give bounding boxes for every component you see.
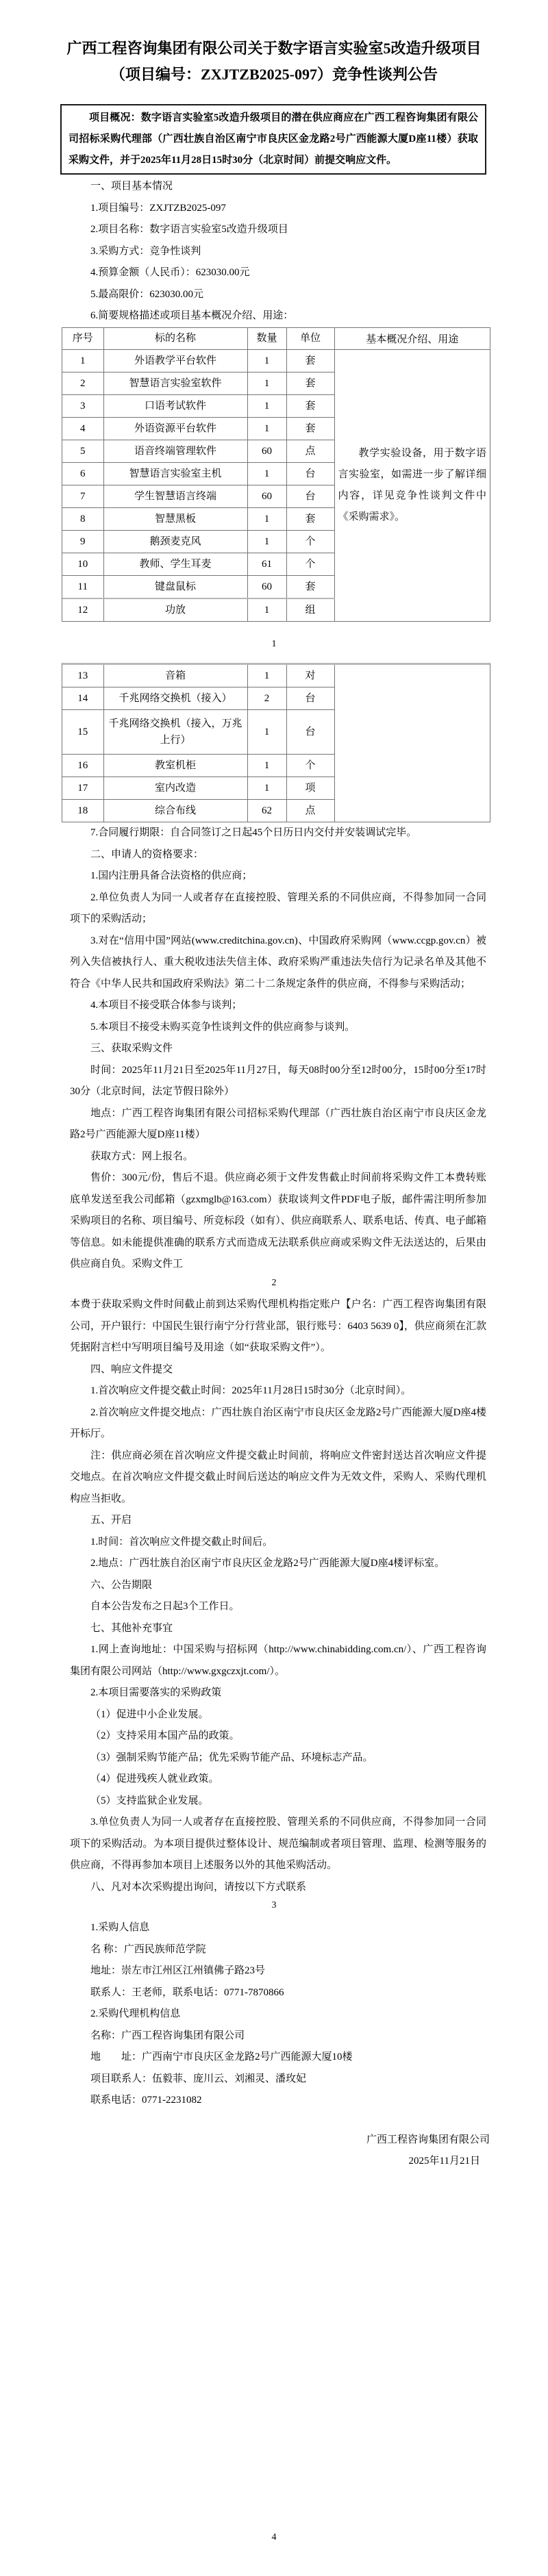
cell-no: 7 [62,485,103,507]
description-merged-cell [335,350,490,621]
paragraph: 2.地点：广西壮族自治区南宁市良庆区金龙路2号广西能源大厦D座4楼评标室。 [90,1558,445,1569]
cell-unit: 台 [286,485,334,507]
cell-no: 6 [62,462,103,485]
paragraph: 地点：广西工程咨询集团有限公司招标采购代理部（广西壮族自治区南宁市良庆区金龙路2号广西能源大厦D座11楼） [70,1107,486,1140]
cell-no: 12 [62,598,103,621]
cell-unit: 台 [286,462,334,485]
cell-unit: 个 [286,755,334,777]
header-name: 标的名称 [103,328,247,350]
table-row [62,665,334,687]
paragraph: 6.简要规格描述或项目基本概况介绍、用途： [90,310,294,321]
cell-qty: 1 [247,755,286,777]
table-body-part1 [62,349,334,621]
cell-name: 外语教学平台软件 [103,349,247,372]
section-heading-1: 一、项目基本情况 [90,181,173,192]
items-table-part1 [62,327,490,622]
cell-qty: 1 [247,665,286,687]
paragraph: 2.首次响应文件提交地点：广西壮族自治区南宁市良庆区金龙路2号广西能源大厦D座4楼开标厅。 [70,1406,486,1439]
cell-name: 智慧语言实验室主机 [103,462,247,485]
paragraph: 获取方式：网上报名。 [90,1150,194,1162]
paragraph: （4）促进残疾人就业政策。 [90,1773,219,1784]
paragraph: 2.项目名称：数字语言实验室5改造升级项目 [90,224,288,235]
cell-name: 智慧黑板 [103,507,247,530]
page-number-2: 2 [271,1277,277,1288]
header-description: 基本概况介绍、用途 [335,328,490,350]
items-table-part2 [62,663,490,822]
signature-date: 2025年11月21日 [408,2156,480,2167]
cell-no: 4 [62,417,103,440]
page-3 [0,1294,548,1917]
cell-no: 18 [62,800,103,822]
paragraph: 1.网上查询地址：中国采购与招标网（http://www.chinabidding.com.cn/）、广西工程咨询集团有限公司网站（http://www.gxgczxjt.com/）。 [70,1644,486,1677]
paragraph: 4.本项目不接受联合体参与谈判； [90,1000,242,1011]
page-1 [0,0,548,657]
cell-qty: 1 [247,598,286,621]
cell-unit: 对 [286,665,334,687]
cell-name: 键盘鼠标 [103,575,247,598]
cell-name: 千兆网络交换机（接入，万兆上行） [103,710,247,755]
paragraph: 1.时间：首次响应文件提交截止时间后。 [90,1536,273,1548]
cell-qty: 1 [247,394,286,417]
paragraph: 1.首次响应文件提交截止时间：2025年11月28日15时30分（北京时间）。 [90,1385,412,1396]
cell-name: 智慧语言实验室软件 [103,372,247,394]
description-column-continued [335,665,490,822]
paragraph: 四、响应文件提交 [90,1363,173,1375]
cell-qty: 60 [247,485,286,507]
paragraph: 二、申请人的资格要求： [90,848,204,860]
cell-unit: 项 [286,777,334,800]
cell-qty: 61 [247,553,286,575]
project-overview-box: 项目概况：数字语言实验室5改造升级项目的潜在供应商应在广西工程咨询集团有限公司招标采购代理部（广西壮族自治区南宁市良庆区金龙路2号广西能源大厦D座11楼）获取采购文件，并于2025年11月28日15时30分（北京时间）前提交响应文件。 [60,104,486,175]
cell-name: 功放 [103,598,247,621]
cell-no: 13 [62,665,103,687]
cell-qty: 62 [247,800,286,822]
description-merged-cell-empty [335,665,490,822]
paragraph: 三、获取采购文件 [90,1043,173,1054]
paragraph: 五、开启 [90,1515,132,1526]
document-title-line1: 广西工程咨询集团有限公司关于数字语言实验室5改造升级项目 [66,40,482,57]
cell-qty: 1 [247,777,286,800]
paragraph: 1.国内注册具备合法资格的供应商； [90,870,253,881]
cell-name: 千兆网络交换机（接入） [103,687,247,710]
cell-unit: 点 [286,800,334,822]
cell-qty: 60 [247,575,286,598]
paragraph: 地址：崇左市江州区江州镇佛子路23号 [90,1965,266,1976]
cell-unit: 套 [286,507,334,530]
table-row [62,417,334,440]
cell-no: 17 [62,777,103,800]
page2-paragraphs [0,822,548,1276]
paragraph: 2.采购代理机构信息 [90,2008,181,2019]
cell-qty: 1 [247,349,286,372]
paragraph: 注：供应商必须在首次响应文件提交截止时间前，将响应文件密封送达首次响应文件提交地点。在首次响应文件提交截止时间后送达的响应文件为无效文件，采购人、采购代理机构应当拒收。 [70,1450,486,1504]
cell-no: 2 [62,372,103,394]
page-number-4: 4 [271,2532,277,2542]
header-unit: 单位 [286,328,334,350]
table-row [62,372,334,394]
table-body-part2 [62,665,334,822]
paragraph: 本费于获取采购文件时间截止前到达采购代理机构指定账户【户名：广西工程咨询集团有限公司，开户银行：中国民生银行南宁分行营业部，银行账号：6403 5639 0】，供应商须在汇款凭据附言栏中写明项目编号及用途（如“获取采购文件”）。 [70,1299,486,1353]
paragraph: 自本公告发布之日起3个工作日。 [90,1601,240,1612]
cell-name: 学生智慧语言终端 [103,485,247,507]
cell-qty: 1 [247,462,286,485]
paragraph: （2）支持采用本国产品的政策。 [90,1730,240,1741]
document-title-block [0,0,548,88]
table-row [62,394,334,417]
table-row [62,349,334,372]
cell-unit: 个 [286,530,334,553]
paragraph: 2.单位负责人为同一人或者存在直接控股、管理关系的不同供应商，不得参加同一合同项下的采购活动； [70,892,486,924]
cell-no: 1 [62,349,103,372]
paragraph: 3.单位负责人为同一人或者存在直接控股、管理关系的不同供应商，不得参加同一合同项下的采购活动。为本项目提供过整体设计、规范编制或者项目管理、监理、检测等服务的供应商，不得再参加本项目上述服务以外的其他采购活动。 [70,1817,486,1871]
cell-unit: 套 [286,417,334,440]
signature-block [0,2130,490,2173]
header-no: 序号 [62,328,103,350]
paragraph: （5）支持监狱企业发展。 [90,1795,209,1806]
cell-unit: 套 [286,575,334,598]
table-row [62,553,334,575]
items-table-left-continued [62,665,335,822]
cell-name: 外语资源平台软件 [103,417,247,440]
cell-no: 11 [62,575,103,598]
contact-info-paragraphs [0,1917,548,2112]
cell-name: 教师、学生耳麦 [103,553,247,575]
items-table-left [62,328,335,621]
paragraph: （3）强制采购节能产品；优先采购节能产品、环境标志产品。 [90,1752,373,1763]
table-row [62,440,334,462]
cell-name: 口语考试软件 [103,394,247,417]
table-row [62,710,334,755]
header-qty: 数量 [247,328,286,350]
paragraph: （1）促进中小企业发展。 [90,1708,209,1720]
paragraph: 2.本项目需要落实的采购政策 [90,1687,222,1698]
paragraph: 地 址：广西南宁市良庆区金龙路2号广西能源大厦10楼 [90,2051,353,2062]
paragraph: 1.项目编号：ZXJTZB2025-097 [90,202,226,214]
cell-unit: 组 [286,598,334,621]
document-title-line2: （项目编号：ZXJTZB2025-097）竞争性谈判公告 [110,66,438,83]
paragraph: 六、公告期限 [90,1579,153,1591]
project-basic-info-list [0,198,548,327]
page-4 [0,1917,548,2576]
table-row [62,755,334,777]
cell-unit: 套 [286,394,334,417]
cell-unit: 点 [286,440,334,462]
description-column [335,328,490,621]
paragraph: 4.预算金额（人民币）：623030.00元 [90,267,250,278]
cell-qty: 2 [247,687,286,710]
paragraph: 七、其他补充事宜 [90,1622,173,1634]
page3-paragraphs [0,1294,548,1898]
cell-name: 综合布线 [103,800,247,822]
paragraph: 联系人：王老师，联系电话：0771-7870866 [90,1986,284,1998]
table-row [62,777,334,800]
cell-name: 室内改造 [103,777,247,800]
table-row [62,462,334,485]
table-header-row [62,328,334,350]
paragraph: 名称：广西工程咨询集团有限公司 [90,2030,245,2041]
page-2 [0,657,548,1294]
paragraph: 时间：2025年11月21日至2025年11月27日，每天08时00分至12时00分，15时00分至17时30分（北京时间，法定节假日除外） [70,1064,486,1097]
cell-qty: 1 [247,372,286,394]
cell-unit: 套 [286,349,334,372]
table-row [62,507,334,530]
paragraph: 3.采购方式：竞争性谈判 [90,245,201,257]
cell-no: 8 [62,507,103,530]
paragraph: 联系电话：0771-2231082 [90,2095,202,2106]
cell-unit: 台 [286,710,334,755]
page-number-3: 3 [271,1900,277,1910]
page-number-1: 1 [271,639,277,649]
cell-qty: 1 [247,530,286,553]
cell-no: 3 [62,394,103,417]
cell-name: 鹅颈麦克风 [103,530,247,553]
cell-unit: 套 [286,372,334,394]
cell-unit: 台 [286,687,334,710]
paragraph: 7.合同履行期限：自合同签订之日起45个日历日内交付并安装调试完毕。 [90,827,417,838]
cell-no: 15 [62,710,103,755]
cell-no: 5 [62,440,103,462]
paragraph: 名 称：广西民族师范学院 [90,1943,206,1955]
signature-company: 广西工程咨询集团有限公司 [366,2134,490,2145]
cell-name: 语音终端管理软件 [103,440,247,462]
paragraph: 售价：300元/份，售后不退。供应商必须于文件发售截止时间前将采购文件工本费转账底单发送至我公司邮箱（gzxmglb@163.com）获取谈判文件PDF电子版，邮件需注明所参加采购项目的名称、项目编号、所竞标段（如有）、供应商联系人、联系电话、传真、电子邮箱等信息。如未能提供准确的联系方式而造成无法联系供应商或采购文件无法送达的，后果由供应商自负。采购文件工 [70,1172,486,1270]
table-row [62,800,334,822]
paragraph: 5.本项目不接受未购买竞争性谈判文件的供应商参与谈判。 [90,1021,356,1033]
paragraph: 5.最高限价：623030.00元 [90,288,204,300]
table-row [62,598,334,621]
cell-name: 音箱 [103,665,247,687]
table-row [62,485,334,507]
description-text: 教学实验设备，用于数字语言实验室，如需进一步了解详细内容，详见竞争性谈判文件中《采购需求》。 [338,447,486,522]
paragraph: 3.对在“信用中国”网站(www.creditchina.gov.cn)、中国政府采购网（www.ccgp.gov.cn）被列入失信被执行人、重大税收违法失信主体、政府采购严重违法失信行为记录名单及其他不符合《中华人民共和国政府采购法》第二十二条规定条件的供应商，不得参与采购活动； [70,935,486,989]
cell-qty: 1 [247,417,286,440]
table-row [62,530,334,553]
table-row [62,575,334,598]
cell-no: 14 [62,687,103,710]
cell-name: 教室机柜 [103,755,247,777]
cell-no: 16 [62,755,103,777]
paragraph: 项目联系人：伍毅菲、庞川云、刘湘灵、潘玫妃 [90,2073,307,2084]
cell-qty: 1 [247,710,286,755]
cell-no: 10 [62,553,103,575]
cell-unit: 个 [286,553,334,575]
table-row [62,687,334,710]
cell-qty: 1 [247,507,286,530]
paragraph: 八、凡对本次采购提出询问，请按以下方式联系 [90,1881,307,1893]
paragraph: 1.采购人信息 [90,1922,150,1933]
cell-qty: 60 [247,440,286,462]
cell-no: 9 [62,530,103,553]
